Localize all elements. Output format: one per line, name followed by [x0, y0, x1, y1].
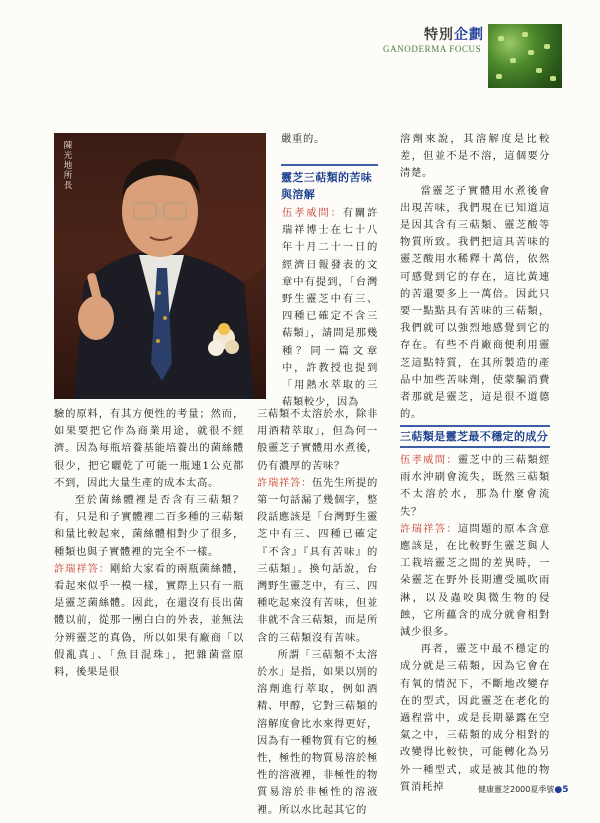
bullet-icon: ● — [554, 785, 563, 795]
paragraph: 靈芝中的三萜類經雨水沖刷會流失，既然三萜類不太溶於水，那為什麼會流失？ — [400, 454, 550, 518]
speaker-label: 許瑞祥答： — [400, 522, 458, 535]
section-title: 特別企劃 — [424, 27, 484, 43]
speaker-label: 許瑞祥答： — [257, 476, 312, 489]
section-subtitle: GANODERMA FOCUS — [383, 44, 482, 54]
paragraph: 嚴重的。 — [281, 133, 325, 145]
column-1-bottom — [54, 406, 244, 681]
page-number: 5 — [562, 785, 569, 795]
section-heading-unstable: 三萜類是靈芝最不穩定的成分 — [400, 425, 550, 448]
speaker-label: 伍孝威問： — [400, 454, 458, 466]
paragraph: 所謂「三萜類不太溶於水」是指，如果以別的溶劑進行萃取，例如酒精、甲醇，它對三萜類的溶解度會比水來得更好，因為有一種物質有它的極性，極性的物質易溶於極性的溶液裡，非極性的物質易溶於非極性的溶液裡。所以水比起其它的 — [257, 648, 378, 816]
column-3-top — [400, 131, 550, 423]
section-heading-bitterness: 靈芝三萜類的苦味與溶解 — [281, 164, 378, 203]
column-3-bottom — [400, 452, 550, 796]
column-2-qa — [282, 205, 378, 411]
speaker-label: 許瑞祥答： — [54, 562, 110, 575]
paragraph: 這問題的原本含意應該是，在比較野生靈芝與人工栽培靈芝之間的差異時，一朵靈芝在野外長期遭受風吹雨淋，以及蟲咬與微生物的侵蝕，它所蘊含的成分就會相對減少很多。 — [400, 522, 550, 639]
page-footer — [478, 784, 568, 795]
speaker-label: 伍孝威問： — [282, 207, 343, 219]
header-foliage-image — [488, 24, 562, 88]
speaker-portrait-image — [54, 133, 266, 399]
magazine-issue: 健康靈芝2000夏季號 — [478, 785, 555, 794]
column-2-qa-continued — [257, 406, 378, 819]
column-1-top — [281, 131, 378, 148]
photo-caption: 陳光地所長 — [63, 141, 73, 191]
paragraph: 當靈芝子實體用水煮後會出現苦味，我們現在已知道這是因其含有三萜類、靈芝酸等物質所致。我們把這具苦味的靈芝酸用水稀釋十萬倍，依然可感覺到它的存在，這比黃連的苦還要多上一萬倍。因此只要一點點具有苦味的三萜類，我們就可以強烈地感覺到它的存在。有些不肖廠商便利用靈芝這點特質，在其所製造的產品中加些苦味劑，使蒙騙消費者那就是靈芝，這是很不道德的。 — [400, 184, 550, 421]
paragraph: 至於菌絲體裡是否含有三萜類？有，只是和子實體裡二百多種的三萜類和量比較起來，菌絲體相對少了很多，種類也與子實體裡的完全不一樣。 — [54, 494, 244, 558]
paragraph: 剛給大家看的兩瓶菌絲體，看起來似乎一模一樣，實際上只有一瓶是靈芝菌絲體。因此，在還沒有長出菌體以前，從那一團白白的外表，並無法分辨靈芝的真偽，所以如果有廠商「以假亂真」、「魚目混珠」，把雜菌當原料，後果是很 — [54, 562, 244, 679]
paragraph: 再者，靈芝中最不穩定的成分就是三萜類，因為它會在有氧的情況下，不斷地改變存在的型式，因此靈芝在老化的過程當中，或是長期暴露在空氣之中，三萜類的成分相對的改變得比較快，可能轉化為另外一種型式，或是被其他的物質消耗掉 — [400, 643, 550, 793]
paragraph: 有關許瑞祥博士在七十八年十月二十一日的經濟日報發表的文章中有提到，「台灣野生靈芝中有三、四種已確定不含三萜類」，請問是那幾種？同一篇文章中，許教授也提到「用熱水萃取的三萜類較少，因為 — [282, 207, 378, 409]
paragraph: 溶劑來說，其溶解度是比較差，但並不是不溶，這個要分清楚。 — [400, 133, 550, 180]
paragraph: 伍先生所提的第一句話漏了幾個字，整段話應該是「台灣野生靈芝中有三、四種已確定『不含』『具有苦味』的三萜類」。換句話說，台灣野生靈芝中，有三、四種吃起來沒有苦味，但並非就不含三萜類，而是所含的三萜類沒有苦味。 — [257, 476, 378, 644]
paragraph: 驗的原料，有其方便性的考量；然而，如果要把它作為商業用途，就很不經濟。因為每瓶培養基能培養出的菌絲體很少，把它曬乾了可能一瓶連1公克都不到，因此大量生產的成本太高。 — [54, 408, 244, 489]
portrait-photo — [54, 133, 266, 399]
paragraph: 三萜類不太溶於水，除非用酒精萃取」，但為何一般靈芝子實體用水煮後，仍有濃厚的苦味？ — [257, 408, 378, 472]
